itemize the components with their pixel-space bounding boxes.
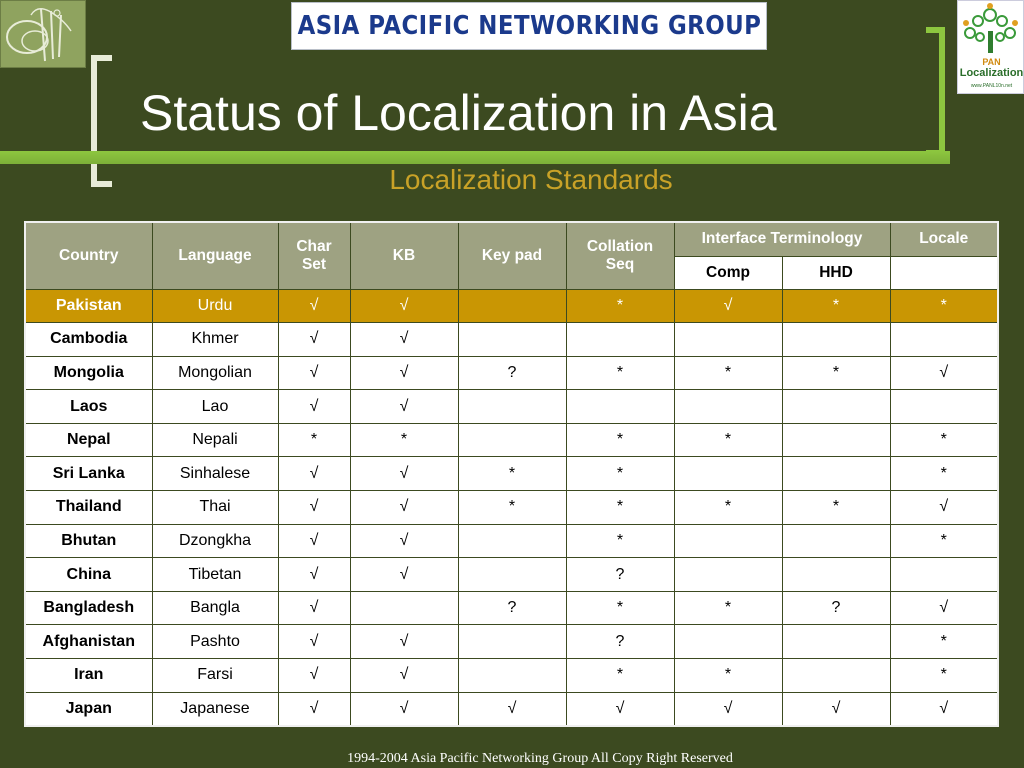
header-hhd: HHD: [782, 256, 890, 289]
header-country: Country: [25, 222, 152, 289]
cell-locale: *: [890, 659, 998, 693]
cell-charset: √: [278, 323, 350, 357]
table-row: [25, 625, 998, 659]
table-row: [25, 558, 998, 592]
cell-country: Sri Lanka: [25, 457, 152, 491]
cell-comp: [674, 625, 782, 659]
cell-collation: *: [566, 289, 674, 323]
cell-locale: *: [890, 625, 998, 659]
cell-hhd: *: [782, 356, 890, 390]
cell-collation: *: [566, 491, 674, 525]
cell-language: Dzongkha: [152, 524, 278, 558]
header-locale: Locale: [890, 222, 998, 256]
cell-language: Tibetan: [152, 558, 278, 592]
table-row: [25, 692, 998, 726]
cell-locale: √: [890, 591, 998, 625]
cell-hhd: [782, 457, 890, 491]
cell-keypad: ?: [458, 356, 566, 390]
header-interface-terminology: Interface Terminology: [674, 222, 890, 256]
cell-kb: √: [350, 659, 458, 693]
table-row: [25, 524, 998, 558]
table-row: [25, 423, 998, 457]
banner-text: ASIA PACIFIC NETWORKING GROUP: [297, 11, 761, 41]
header-keypad: Key pad: [458, 222, 566, 289]
cell-charset: √: [278, 692, 350, 726]
cell-comp: [674, 457, 782, 491]
table-row: [25, 289, 998, 323]
cell-comp: *: [674, 423, 782, 457]
cell-keypad: [458, 558, 566, 592]
cell-charset: √: [278, 558, 350, 592]
cell-language: Japanese: [152, 692, 278, 726]
cell-language: Khmer: [152, 323, 278, 357]
cell-keypad: *: [458, 491, 566, 525]
cell-locale: [890, 390, 998, 424]
header-language: Language: [152, 222, 278, 289]
cell-hhd: *: [782, 289, 890, 323]
cell-comp: *: [674, 591, 782, 625]
cell-hhd: [782, 558, 890, 592]
table-row: [25, 659, 998, 693]
page-title: Status of Localization in Asia: [140, 85, 777, 141]
cell-keypad: [458, 423, 566, 457]
cell-keypad: [458, 659, 566, 693]
cell-locale: *: [890, 524, 998, 558]
cell-locale: [890, 558, 998, 592]
cell-kb: √: [350, 491, 458, 525]
cell-country: Bangladesh: [25, 591, 152, 625]
cell-language: Mongolian: [152, 356, 278, 390]
cell-charset: √: [278, 457, 350, 491]
cell-language: Nepali: [152, 423, 278, 457]
cell-kb: *: [350, 423, 458, 457]
cell-comp: [674, 524, 782, 558]
cell-language: Urdu: [152, 289, 278, 323]
cell-language: Pashto: [152, 625, 278, 659]
cell-hhd: [782, 524, 890, 558]
cell-locale: √: [890, 356, 998, 390]
page-subtitle: Localization Standards: [389, 164, 673, 195]
header-charset: Char Set: [278, 222, 350, 289]
cell-comp: *: [674, 659, 782, 693]
table-row: [25, 591, 998, 625]
cell-comp: [674, 558, 782, 592]
cell-collation: ?: [566, 558, 674, 592]
table-row: [25, 323, 998, 357]
header-collation: Collation Seq: [566, 222, 674, 289]
cell-language: Farsi: [152, 659, 278, 693]
cell-collation: *: [566, 423, 674, 457]
cell-collation: ?: [566, 625, 674, 659]
cell-keypad: [458, 524, 566, 558]
cell-comp: √: [674, 289, 782, 323]
cell-kb: √: [350, 625, 458, 659]
cell-collation: *: [566, 356, 674, 390]
cell-language: Thai: [152, 491, 278, 525]
cell-keypad: [458, 390, 566, 424]
cell-hhd: [782, 390, 890, 424]
header-locale-blank: [890, 256, 998, 289]
cell-charset: *: [278, 423, 350, 457]
cell-collation: *: [566, 524, 674, 558]
cell-hhd: *: [782, 491, 890, 525]
cell-country: Thailand: [25, 491, 152, 525]
cell-comp: [674, 390, 782, 424]
cell-kb: [350, 591, 458, 625]
cell-collation: √: [566, 692, 674, 726]
logo-url-text: www.PANL10n.net: [970, 83, 1013, 89]
cell-charset: √: [278, 659, 350, 693]
cell-collation: *: [566, 457, 674, 491]
cell-country: Bhutan: [25, 524, 152, 558]
cell-charset: √: [278, 390, 350, 424]
cell-kb: √: [350, 323, 458, 357]
cell-charset: √: [278, 524, 350, 558]
cell-comp: √: [674, 692, 782, 726]
cell-country: Iran: [25, 659, 152, 693]
cell-country: Nepal: [25, 423, 152, 457]
cell-collation: *: [566, 591, 674, 625]
cell-hhd: [782, 659, 890, 693]
cell-charset: √: [278, 289, 350, 323]
title-underline: [0, 151, 950, 164]
cell-country: Afghanistan: [25, 625, 152, 659]
cell-collation: [566, 323, 674, 357]
cell-charset: √: [278, 625, 350, 659]
cell-kb: √: [350, 356, 458, 390]
cell-locale: *: [890, 457, 998, 491]
cell-kb: √: [350, 390, 458, 424]
cell-kb: √: [350, 558, 458, 592]
cell-keypad: √: [458, 692, 566, 726]
cell-locale: [890, 323, 998, 357]
cell-locale: √: [890, 692, 998, 726]
cell-country: Laos: [25, 390, 152, 424]
cell-kb: √: [350, 524, 458, 558]
cell-charset: √: [278, 356, 350, 390]
cell-keypad: [458, 625, 566, 659]
cell-country: Mongolia: [25, 356, 152, 390]
cell-locale: *: [890, 423, 998, 457]
table-row: [25, 491, 998, 525]
cell-keypad: [458, 289, 566, 323]
cell-hhd: [782, 625, 890, 659]
cell-collation: [566, 390, 674, 424]
cell-country: Pakistan: [25, 289, 152, 323]
cell-keypad: *: [458, 457, 566, 491]
cell-comp: [674, 323, 782, 357]
cell-hhd: ?: [782, 591, 890, 625]
cell-hhd: [782, 323, 890, 357]
header-comp: Comp: [674, 256, 782, 289]
cell-keypad: [458, 323, 566, 357]
header-kb: KB: [350, 222, 458, 289]
table-row: [25, 356, 998, 390]
cell-hhd: √: [782, 692, 890, 726]
cell-keypad: ?: [458, 591, 566, 625]
cell-locale: *: [890, 289, 998, 323]
cell-language: Lao: [152, 390, 278, 424]
localization-status-table: [24, 221, 999, 727]
cell-country: Cambodia: [25, 323, 152, 357]
cell-collation: *: [566, 659, 674, 693]
cell-charset: √: [278, 491, 350, 525]
cell-locale: √: [890, 491, 998, 525]
cell-country: China: [25, 558, 152, 592]
cell-hhd: [782, 423, 890, 457]
logo-localization-text: Localization: [959, 67, 1024, 79]
table-row: [25, 390, 998, 424]
table-row: [25, 457, 998, 491]
cell-country: Japan: [25, 692, 152, 726]
cell-language: Sinhalese: [152, 457, 278, 491]
cell-language: Bangla: [152, 591, 278, 625]
cell-comp: *: [674, 491, 782, 525]
copyright-footer: 1994-2004 Asia Pacific Networking Group All Copy Right Reserved: [347, 751, 733, 766]
cell-kb: √: [350, 692, 458, 726]
cell-charset: √: [278, 591, 350, 625]
logo-pan-text: PAN: [982, 57, 1001, 67]
cell-kb: √: [350, 457, 458, 491]
cell-kb: √: [350, 289, 458, 323]
cell-comp: *: [674, 356, 782, 390]
